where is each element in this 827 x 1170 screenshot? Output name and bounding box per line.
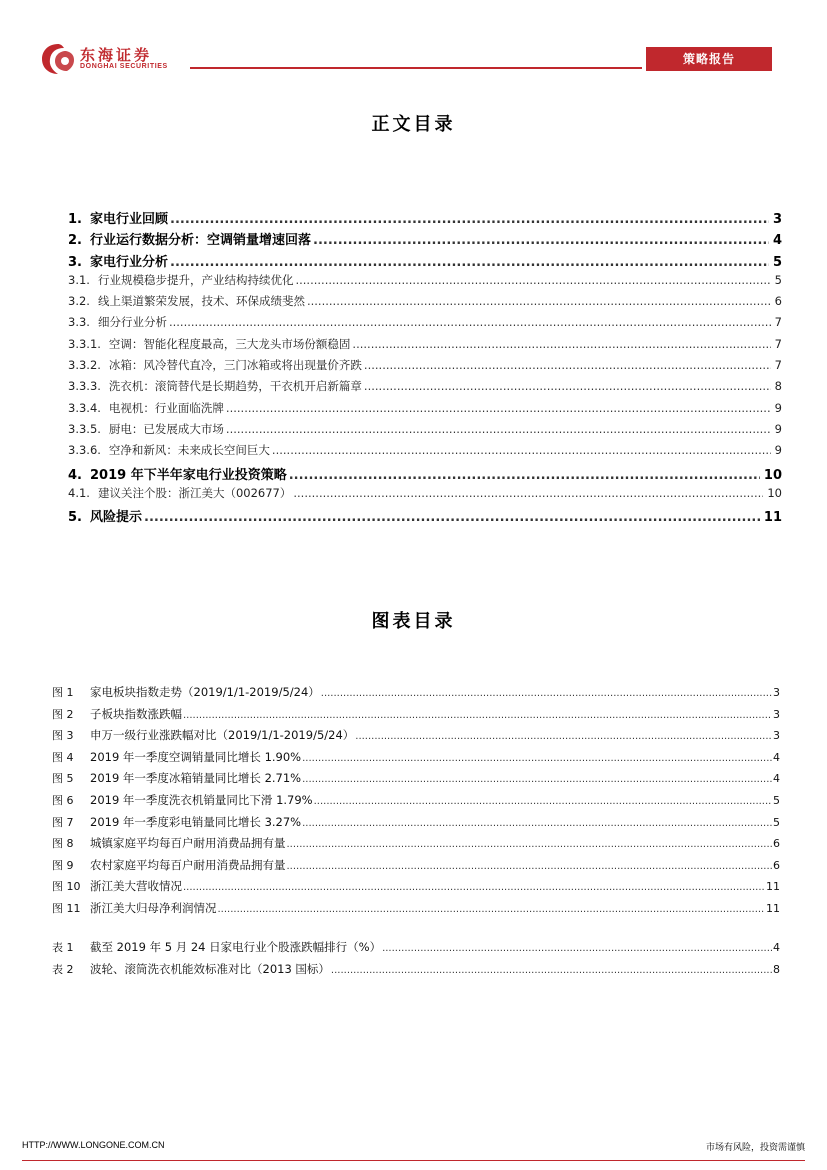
toc-entry-title: 家电行业回顾 — [89, 212, 168, 227]
figure-entry[interactable] — [52, 749, 780, 771]
figure-entry-number: 图 8 — [52, 837, 74, 851]
leader-dots — [302, 774, 772, 785]
figure-entry[interactable] — [52, 792, 780, 814]
logo-chinese-text: 东海证券 — [80, 46, 153, 64]
leader-dots — [287, 839, 773, 850]
leader-dots — [287, 861, 773, 872]
figure-entry-title: 农村家庭平均每百户耐用消费品拥有量 — [90, 857, 286, 872]
toc-entry-page-number: 5 — [774, 272, 782, 287]
figure-entry-number: 图 10 — [52, 880, 81, 894]
toc-entry[interactable] — [68, 272, 782, 293]
header-divider — [190, 67, 642, 69]
toc-entry-page-number: 6 — [774, 294, 782, 309]
figure-entry-page-number: 6 — [773, 858, 780, 872]
figures-title: 图表目录 — [371, 611, 456, 632]
leader-dots — [169, 315, 771, 329]
leader-dots — [226, 422, 771, 436]
toc-entry-number: 3.1. — [68, 272, 90, 287]
toc-entry-number: 3.2. — [68, 294, 90, 309]
figure-entry-title: 2019 年一季度冰箱销量同比增长 2.71% — [90, 771, 302, 786]
toc-entry-page-number: 10 — [763, 467, 782, 483]
toc-entry-title: 家电行业分析 — [89, 254, 168, 270]
footer-url[interactable]: HTTP://WWW.LONGONE.COM.CN — [22, 1140, 165, 1150]
toc-entry-title: 行业运行数据分析：空调销量增速回落 — [89, 233, 311, 249]
toc-entry[interactable] — [68, 357, 782, 378]
toc-entry-number: 3. — [68, 254, 82, 270]
table-entry-page-number: 8 — [773, 962, 780, 976]
toc-entry-number: 3.3.5. — [68, 421, 101, 436]
footer-disclaimer: 市场有风险，投资需谨慎 — [705, 1143, 805, 1153]
figures-list — [52, 684, 780, 922]
toc-entry[interactable] — [68, 229, 782, 250]
toc-entry[interactable] — [68, 378, 782, 399]
figure-entry-title: 城镇家庭平均每百户耐用消费品拥有量 — [90, 836, 286, 851]
figure-entry-number: 图 9 — [52, 858, 74, 872]
figure-entry-number: 图 11 — [52, 901, 81, 915]
toc-entry-number: 3.3. — [68, 315, 90, 330]
leader-dots — [144, 510, 760, 525]
leader-dots — [170, 255, 769, 270]
toc-entry[interactable] — [68, 251, 782, 272]
toc-entry-title: 行业规模稳步提升，产业结构持续优化 — [97, 272, 294, 287]
figure-entry-number: 图 7 — [52, 815, 74, 829]
leader-dots — [183, 710, 772, 721]
leader-dots — [302, 753, 772, 764]
figure-entry-title: 浙江美大归母净利润情况 — [90, 900, 217, 915]
figure-entry-number: 图 2 — [52, 707, 74, 721]
figure-entry-page-number: 3 — [773, 707, 780, 721]
toc-entry[interactable] — [68, 336, 782, 357]
figure-entry-page-number: 5 — [773, 793, 780, 807]
toc-entry-title: 电视机：行业面临洗牌 — [108, 400, 224, 415]
figure-entry[interactable] — [52, 770, 780, 792]
figure-entry[interactable] — [52, 684, 780, 706]
figure-entry-title: 申万一级行业涨跌幅对比（2019/1/1-2019/5/24） — [90, 728, 355, 743]
toc-entry[interactable] — [68, 506, 782, 527]
leader-dots — [183, 882, 765, 893]
toc-entry-number: 3.3.2. — [68, 358, 101, 373]
toc-entry-page-number: 7 — [774, 336, 782, 351]
figure-entry-title: 浙江美大营收情况 — [90, 879, 182, 894]
figure-entry[interactable] — [52, 727, 780, 749]
toc-entry-title: 线上渠道繁荣发展，技术、环保成绩斐然 — [97, 294, 305, 309]
leader-dots — [364, 379, 771, 393]
leader-dots — [382, 943, 772, 954]
logo-english-text: DONGHAI SECURITIES — [80, 63, 168, 70]
toc-entry-page-number: 9 — [774, 443, 782, 458]
figure-entry[interactable] — [52, 835, 780, 857]
toc-entry-title: 空净和新风：未来成长空间巨大 — [108, 443, 270, 458]
table-entry-number: 表 2 — [52, 962, 74, 976]
toc-entry-title: 冰箱：风冷替代直冷，三门冰箱或将出现量价齐跌 — [108, 358, 362, 373]
figure-entry-number: 图 6 — [52, 793, 74, 807]
toc-entry-page-number: 7 — [774, 315, 782, 330]
toc-entry-page-number: 9 — [774, 400, 782, 415]
leader-dots — [170, 212, 769, 227]
figure-entry-title: 家电板块指数走势（2019/1/1-2019/5/24） — [90, 685, 320, 699]
figure-entry-page-number: 3 — [773, 729, 780, 743]
leader-dots — [307, 294, 771, 308]
figure-entry-page-number: 11 — [766, 880, 780, 894]
figure-entry[interactable] — [52, 814, 780, 836]
leader-dots — [289, 468, 760, 483]
toc-entry-page-number: 4 — [772, 233, 782, 249]
leader-dots — [331, 965, 772, 976]
toc-entry-page-number: 9 — [774, 421, 782, 436]
figure-entry-page-number: 5 — [773, 815, 780, 829]
figure-entry-page-number: 11 — [766, 901, 780, 915]
toc-entry-title: 厨电：已发展成大市场 — [108, 421, 224, 436]
leader-dots — [272, 443, 771, 457]
leader-dots — [313, 233, 769, 248]
toc-entry[interactable] — [68, 314, 782, 335]
toc-entry-number: 3.3.4. — [68, 400, 101, 415]
toc-entry-number: 3.3.1. — [68, 336, 101, 351]
table-entry-title: 截至 2019 年 5 月 24 日家电行业个股涨跌幅排行（%） — [90, 940, 382, 954]
toc-entry-number: 2. — [68, 233, 82, 249]
footer-divider — [22, 1160, 805, 1161]
leader-dots — [295, 273, 770, 287]
toc-entry-page-number: 5 — [772, 254, 782, 270]
figure-entry-number: 图 1 — [52, 686, 74, 699]
leader-dots — [314, 796, 772, 807]
figure-entry-page-number: 3 — [773, 686, 780, 699]
page-header — [0, 0, 827, 80]
figure-entry-number: 图 3 — [52, 729, 74, 743]
toc-entry-number: 5. — [68, 510, 82, 526]
toc-entry[interactable] — [68, 464, 782, 485]
figure-entry-page-number: 6 — [773, 837, 780, 851]
toc-entry-page-number: 3 — [772, 212, 782, 227]
figure-entry-title: 2019 年一季度空调销量同比增长 1.90% — [90, 749, 302, 764]
table-entry-title: 波轮、滚筒洗衣机能效标准对比（2013 国标） — [90, 961, 330, 976]
leader-dots — [355, 731, 772, 742]
toc-entry-number: 4.1. — [68, 485, 90, 500]
toc-entry-title: 建议关注个股：浙江美大（002677） — [97, 485, 292, 500]
figure-entry-page-number: 4 — [773, 750, 780, 764]
toc-entry[interactable] — [68, 442, 782, 463]
table-of-contents — [68, 208, 782, 527]
toc-entry[interactable] — [68, 421, 782, 442]
table-entry-page-number: 4 — [773, 941, 780, 954]
toc-entry-title: 2019 年下半年家电行业投资策略 — [89, 467, 287, 483]
leader-dots — [226, 401, 771, 415]
leader-dots — [321, 688, 772, 699]
toc-entry-page-number: 11 — [763, 510, 782, 526]
report-type-badge: 策略报告 — [646, 47, 772, 71]
toc-entry-page-number: 10 — [767, 485, 782, 500]
toc-entry-page-number: 8 — [774, 379, 782, 394]
figure-entry-title: 子板块指数涨跌幅 — [90, 706, 182, 721]
leader-dots — [218, 904, 766, 915]
figure-entry[interactable] — [52, 878, 780, 900]
toc-entry-number: 4. — [68, 467, 82, 483]
table-entry-number: 表 1 — [52, 941, 74, 954]
toc-entry[interactable] — [68, 400, 782, 421]
figure-entry[interactable] — [52, 706, 780, 728]
toc-entry-title: 细分行业分析 — [97, 315, 167, 330]
toc-entry-title: 风险提示 — [89, 510, 142, 526]
leader-dots — [293, 486, 763, 500]
toc-entry-number: 3.3.6. — [68, 443, 101, 458]
toc-entry-number: 1. — [68, 212, 82, 227]
leader-dots — [302, 818, 772, 829]
figure-entry[interactable] — [52, 857, 780, 879]
figure-entry-number: 图 4 — [52, 750, 74, 764]
figure-entry-title: 2019 年一季度洗衣机销量同比下滑 1.79% — [90, 792, 313, 807]
toc-entry-title: 洗衣机：滚筒替代是长期趋势，干衣机开启新篇章 — [108, 379, 362, 394]
figure-entry[interactable] — [52, 900, 780, 922]
tables-list — [52, 939, 780, 982]
toc-entry-title: 空调：智能化程度最高，三大龙头市场份额稳固 — [108, 336, 351, 351]
figure-entry-title: 2019 年一季度彩电销量同比增长 3.27% — [90, 814, 302, 829]
toc-entry-page-number: 7 — [774, 358, 782, 373]
toc-entry-number: 3.3.3. — [68, 379, 101, 394]
donghai-logo-icon — [40, 42, 76, 76]
toc-entry[interactable] — [68, 485, 782, 506]
figure-entry-page-number: 4 — [773, 772, 780, 786]
table-entry[interactable] — [52, 961, 780, 983]
figure-entry-number: 图 5 — [52, 772, 74, 786]
leader-dots — [352, 337, 770, 351]
table-entry[interactable] — [52, 939, 780, 961]
toc-entry[interactable] — [68, 208, 782, 229]
toc-entry[interactable] — [68, 293, 782, 314]
toc-title: 正文目录 — [371, 114, 456, 135]
company-logo — [40, 42, 190, 76]
leader-dots — [364, 358, 771, 372]
